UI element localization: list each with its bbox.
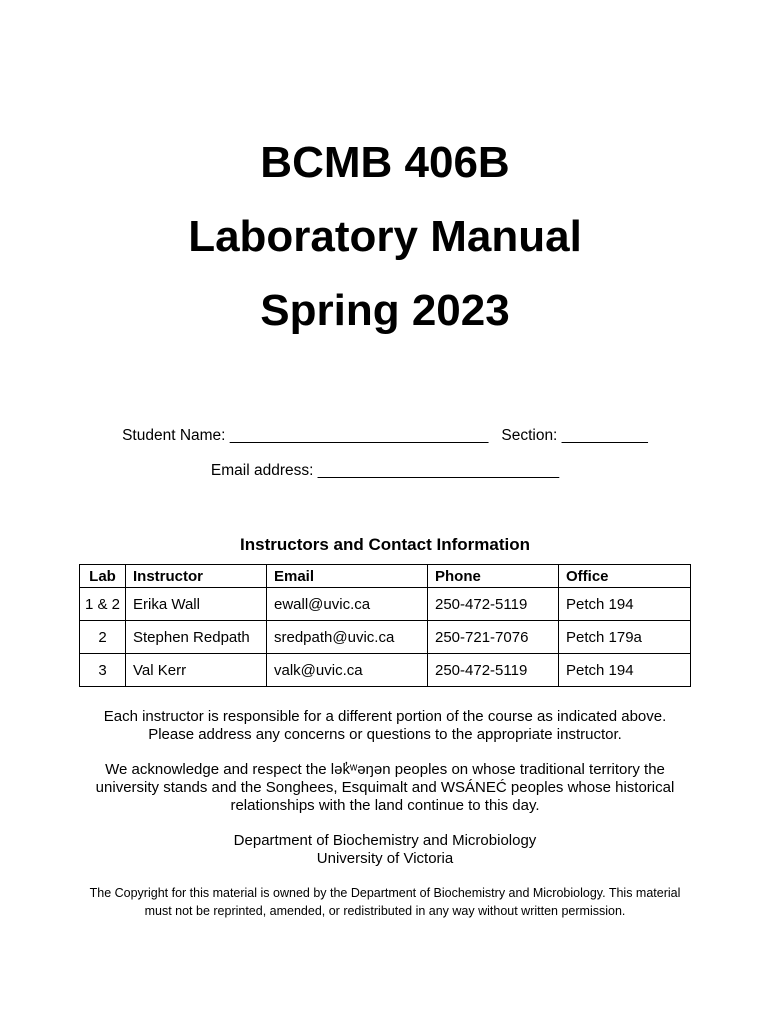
cell-phone: 250-472-5119 (428, 654, 559, 687)
cell-email: valk@uvic.ca (267, 654, 428, 687)
column-header-phone: Phone (428, 565, 559, 588)
column-header-instructor: Instructor (126, 565, 267, 588)
student-name-blank[interactable]: ______________________________ (229, 427, 489, 444)
email-row (0, 461, 770, 481)
cell-office: Petch 179a (559, 621, 691, 654)
cell-instructor: Val Kerr (126, 654, 267, 687)
acknowledgement-line: relationships with the land continue to this day. (230, 797, 540, 814)
department-block (60, 832, 710, 868)
manual-title: Laboratory Manual (188, 212, 582, 261)
column-header-office: Office (559, 565, 691, 588)
column-header-email: Email (267, 565, 428, 588)
copyright-line: The Copyright for this material is owned by the Department of Biochemistry and Microbiology. This material (89, 886, 681, 900)
cell-email: sredpath@uvic.ca (267, 621, 428, 654)
university-name: University of Victoria (316, 850, 454, 867)
column-header-lab: Lab (80, 565, 126, 588)
email-label: Email address: (210, 462, 314, 479)
cell-office: Petch 194 (559, 588, 691, 621)
cell-phone: 250-721-7076 (428, 621, 559, 654)
table-header-row (80, 565, 691, 588)
section-label: Section: (501, 427, 558, 444)
cell-office: Petch 194 (559, 654, 691, 687)
cell-lab: 2 (80, 621, 126, 654)
cell-email: ewall@uvic.ca (267, 588, 428, 621)
table-row (80, 588, 691, 621)
cell-lab: 1 & 2 (80, 588, 126, 621)
table-row (80, 654, 691, 687)
section-blank[interactable]: __________ (561, 427, 648, 444)
responsibility-line: Please address any concerns or questions to the appropriate instructor. (148, 726, 622, 743)
student-section-row (0, 426, 770, 446)
contacts-table (79, 564, 691, 687)
email-blank[interactable]: ____________________________ (317, 462, 560, 479)
contacts-heading: Instructors and Contact Information (240, 535, 530, 554)
responsibility-line: Each instructor is responsible for a different portion of the course as indicated above. (103, 708, 667, 725)
cell-instructor: Stephen Redpath (126, 621, 267, 654)
copyright-line: must not be reprinted, amended, or redistributed in any way without written permission. (144, 904, 626, 918)
acknowledgement-line: We acknowledge and respect the lək̓ʷəŋən peoples on whose traditional territory the (105, 761, 665, 778)
term-title: Spring 2023 (260, 286, 510, 335)
cell-lab: 3 (80, 654, 126, 687)
land-acknowledgement (60, 761, 710, 815)
responsibility-note (60, 708, 710, 744)
student-name-label: Student Name: (122, 427, 226, 444)
cell-instructor: Erika Wall (126, 588, 267, 621)
acknowledgement-line: university stands and the Songhees, Esquimalt and WSÁNEĆ peoples whose historical (95, 779, 675, 796)
course-code-title: BCMB 406B (260, 138, 510, 187)
table-row (80, 621, 691, 654)
copyright-notice (60, 884, 710, 920)
department-name: Department of Biochemistry and Microbiology (233, 832, 537, 849)
cell-phone: 250-472-5119 (428, 588, 559, 621)
